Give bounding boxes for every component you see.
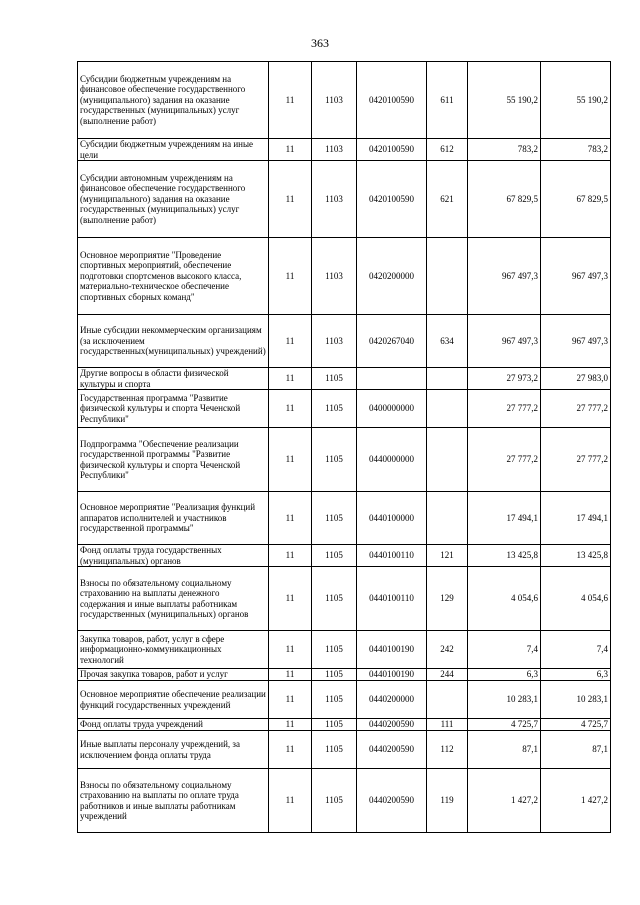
table-row <box>78 238 611 315</box>
row-expense-type <box>427 492 468 545</box>
row-section: 1105 <box>312 669 357 681</box>
row-target-article <box>357 368 427 390</box>
row-section: 1105 <box>312 492 357 545</box>
row-section: 1103 <box>312 161 357 238</box>
table-row <box>78 731 611 769</box>
row-chapter: 11 <box>269 681 312 719</box>
row-expense-type <box>427 368 468 390</box>
row-sum-year1: 1 427,2 <box>468 769 541 833</box>
row-expense-type <box>427 681 468 719</box>
table-row <box>78 631 611 669</box>
row-expense-type: 121 <box>427 545 468 567</box>
row-sum-year1: 783,2 <box>468 139 541 161</box>
row-sum-year2: 6,3 <box>541 669 611 681</box>
row-target-article: 0440200590 <box>357 731 427 769</box>
row-section: 1105 <box>312 731 357 769</box>
row-section: 1103 <box>312 315 357 368</box>
row-expense-type: 612 <box>427 139 468 161</box>
row-section: 1105 <box>312 769 357 833</box>
row-name: Субсидии автономным учреждениям на финансовое обеспечение государственного (муниципального) задания на оказание государственных (муниципальных) услуг (выполнение работ) <box>78 161 269 238</box>
table-row <box>78 719 611 731</box>
row-sum-year2: 27 777,2 <box>541 390 611 428</box>
row-chapter: 11 <box>269 719 312 731</box>
row-expense-type: 119 <box>427 769 468 833</box>
row-name: Субсидии бюджетным учреждениям на иные цели <box>78 139 269 161</box>
row-chapter: 11 <box>269 428 312 492</box>
row-name: Государственная программа "Развитие физической культуры и спорта Чеченской Республики" <box>78 390 269 428</box>
row-sum-year2: 27 777,2 <box>541 428 611 492</box>
budget-table <box>77 61 611 833</box>
row-sum-year1: 27 777,2 <box>468 390 541 428</box>
row-target-article: 0440200000 <box>357 681 427 719</box>
table-row <box>78 545 611 567</box>
row-sum-year1: 967 497,3 <box>468 315 541 368</box>
table-row <box>78 62 611 139</box>
row-section: 1105 <box>312 428 357 492</box>
row-section: 1105 <box>312 545 357 567</box>
row-sum-year2: 10 283,1 <box>541 681 611 719</box>
row-name: Иные выплаты персоналу учреждений, за исключением фонда оплаты труда <box>78 731 269 769</box>
row-target-article: 0420100590 <box>357 139 427 161</box>
row-target-article: 0440000000 <box>357 428 427 492</box>
row-sum-year1: 7,4 <box>468 631 541 669</box>
table-row <box>78 139 611 161</box>
table-row <box>78 428 611 492</box>
row-name: Фонд оплаты труда учреждений <box>78 719 269 731</box>
row-name: Прочая закупка товаров, работ и услуг <box>78 669 269 681</box>
table-row <box>78 315 611 368</box>
row-expense-type: 242 <box>427 631 468 669</box>
row-name: Закупка товаров, работ, услуг в сфере информационно-коммуникационных технологий <box>78 631 269 669</box>
row-sum-year2: 4 054,6 <box>541 567 611 631</box>
row-sum-year2: 967 497,3 <box>541 315 611 368</box>
row-sum-year1: 27 973,2 <box>468 368 541 390</box>
table-row <box>78 567 611 631</box>
row-sum-year2: 783,2 <box>541 139 611 161</box>
row-expense-type <box>427 238 468 315</box>
row-target-article: 0420100590 <box>357 161 427 238</box>
row-chapter: 11 <box>269 315 312 368</box>
row-sum-year1: 6,3 <box>468 669 541 681</box>
row-sum-year1: 17 494,1 <box>468 492 541 545</box>
row-name: Взносы по обязательному социальному страхованию на выплаты по оплате труда работников и иные выплаты работникам учреждений <box>78 769 269 833</box>
table-row <box>78 669 611 681</box>
row-sum-year2: 7,4 <box>541 631 611 669</box>
row-expense-type: 244 <box>427 669 468 681</box>
row-chapter: 11 <box>269 139 312 161</box>
row-expense-type: 621 <box>427 161 468 238</box>
row-sum-year1: 27 777,2 <box>468 428 541 492</box>
row-name: Взносы по обязательному социальному страхованию на выплаты денежного содержания и иные выплаты работникам государственных (муниципальных) органов <box>78 567 269 631</box>
row-name: Иные субсидии некоммерческим организациям (за исключением государственных(муниципальных) учреждений) <box>78 315 269 368</box>
row-sum-year2: 17 494,1 <box>541 492 611 545</box>
row-section: 1103 <box>312 238 357 315</box>
row-target-article: 0440100110 <box>357 545 427 567</box>
table-row <box>78 368 611 390</box>
row-expense-type: 111 <box>427 719 468 731</box>
row-chapter: 11 <box>269 731 312 769</box>
row-expense-type: 611 <box>427 62 468 139</box>
row-chapter: 11 <box>269 368 312 390</box>
row-section: 1105 <box>312 567 357 631</box>
row-sum-year1: 4 725,7 <box>468 719 541 731</box>
row-sum-year1: 10 283,1 <box>468 681 541 719</box>
row-section: 1105 <box>312 368 357 390</box>
row-chapter: 11 <box>269 631 312 669</box>
row-target-article: 0440100190 <box>357 669 427 681</box>
row-name: Основное мероприятие "Реализация функций аппаратов исполнителей и участников государственной программы" <box>78 492 269 545</box>
row-sum-year2: 13 425,8 <box>541 545 611 567</box>
row-name: Субсидии бюджетным учреждениям на финансовое обеспечение государственного (муниципального) задания на оказание государственных (муниципальных) услуг (выполнение работ) <box>78 62 269 139</box>
row-name: Основное мероприятие "Проведение спортивных мероприятий, обеспечение подготовки спортсменов высокого класса, материально-техническое обеспечение спортивных сборных команд" <box>78 238 269 315</box>
row-target-article: 0440100000 <box>357 492 427 545</box>
row-sum-year1: 55 190,2 <box>468 62 541 139</box>
row-expense-type: 634 <box>427 315 468 368</box>
row-name: Другие вопросы в области физической культуры и спорта <box>78 368 269 390</box>
row-target-article: 0420267040 <box>357 315 427 368</box>
row-chapter: 11 <box>269 161 312 238</box>
row-chapter: 11 <box>269 545 312 567</box>
table-row <box>78 681 611 719</box>
table-row <box>78 390 611 428</box>
row-expense-type: 112 <box>427 731 468 769</box>
row-target-article: 0440100190 <box>357 631 427 669</box>
row-section: 1105 <box>312 390 357 428</box>
row-target-article: 0440200590 <box>357 719 427 731</box>
row-sum-year2: 967 497,3 <box>541 238 611 315</box>
row-chapter: 11 <box>269 669 312 681</box>
row-sum-year2: 4 725,7 <box>541 719 611 731</box>
row-expense-type <box>427 428 468 492</box>
table-row <box>78 161 611 238</box>
page-number: 363 <box>311 36 329 50</box>
row-chapter: 11 <box>269 390 312 428</box>
row-sum-year1: 87,1 <box>468 731 541 769</box>
table-row <box>78 769 611 833</box>
row-target-article: 0420200000 <box>357 238 427 315</box>
row-chapter: 11 <box>269 62 312 139</box>
row-sum-year1: 67 829,5 <box>468 161 541 238</box>
row-section: 1103 <box>312 62 357 139</box>
row-sum-year1: 13 425,8 <box>468 545 541 567</box>
row-target-article: 0440100110 <box>357 567 427 631</box>
row-sum-year1: 4 054,6 <box>468 567 541 631</box>
row-sum-year2: 1 427,2 <box>541 769 611 833</box>
row-chapter: 11 <box>269 769 312 833</box>
row-target-article: 0440200590 <box>357 769 427 833</box>
row-target-article: 0400000000 <box>357 390 427 428</box>
row-chapter: 11 <box>269 567 312 631</box>
row-sum-year2: 67 829,5 <box>541 161 611 238</box>
row-section: 1105 <box>312 719 357 731</box>
row-sum-year2: 55 190,2 <box>541 62 611 139</box>
row-expense-type: 129 <box>427 567 468 631</box>
row-sum-year2: 87,1 <box>541 731 611 769</box>
row-name: Основное мероприятие обеспечение реализации функций государственных учреждений <box>78 681 269 719</box>
row-section: 1105 <box>312 681 357 719</box>
row-sum-year1: 967 497,3 <box>468 238 541 315</box>
row-expense-type <box>427 390 468 428</box>
row-chapter: 11 <box>269 492 312 545</box>
row-name: Подпрограмма "Обеспечение реализации государственной программы "Развитие физической культуры и спорта Чеченской Республики" <box>78 428 269 492</box>
row-chapter: 11 <box>269 238 312 315</box>
table-row <box>78 492 611 545</box>
row-section: 1105 <box>312 631 357 669</box>
row-target-article: 0420100590 <box>357 62 427 139</box>
row-name: Фонд оплаты труда государственных (муниципальных) органов <box>78 545 269 567</box>
row-section: 1103 <box>312 139 357 161</box>
row-sum-year2: 27 983,0 <box>541 368 611 390</box>
